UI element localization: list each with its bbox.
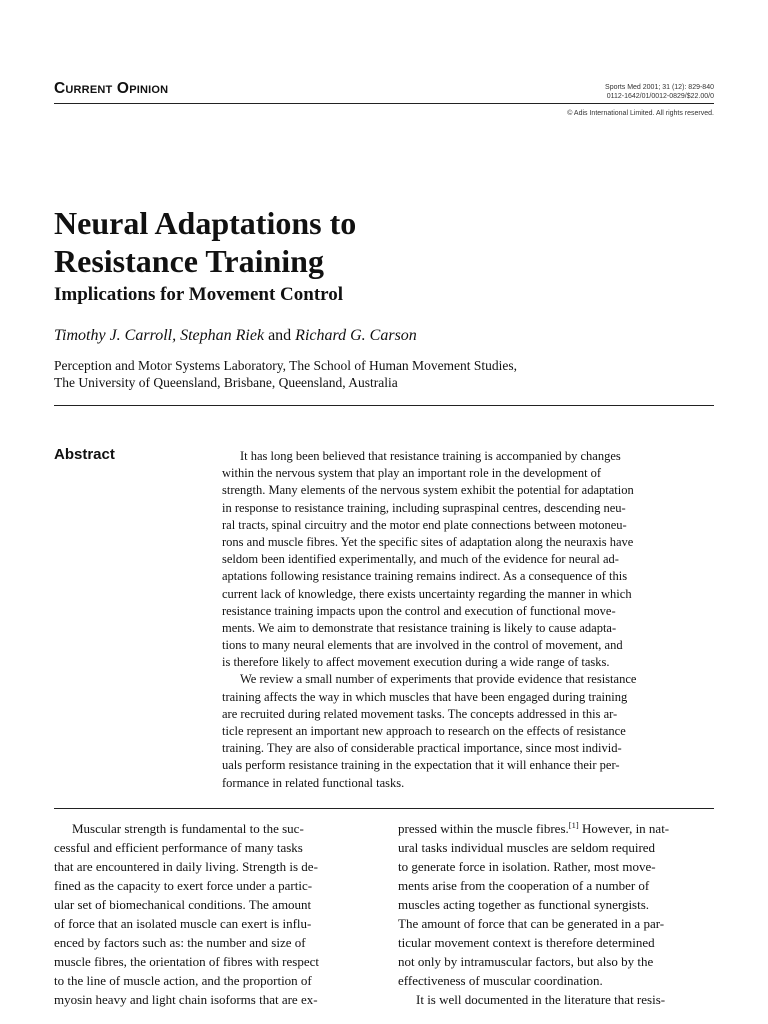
abstract-line: We review a small number of experiments that provide evidence that resistance [240, 672, 637, 687]
abstract-line: training. They are also of considerable practical importance, since most individ- [222, 741, 622, 756]
body-line: myosin heavy and light chain isoforms that are ex- [54, 992, 318, 1007]
body-line: to the line of muscle action, and the proportion of [54, 973, 312, 988]
body-line: It is well documented in the literature that resis- [416, 992, 666, 1007]
journal-citation [494, 83, 714, 101]
affiliation-line: The University of Queensland, Brisbane, Queensland, Australia [54, 375, 398, 390]
citation-reference[interactable]: [1] [568, 820, 579, 830]
abstract-line: within the nervous system that play an important role in the development of [222, 466, 602, 481]
title-line: Resistance Training [54, 243, 324, 279]
copyright-notice: © Adis International Limited. All rights reserved. [567, 110, 714, 117]
body-text: However, in nat- [578, 821, 670, 836]
body-line: enced by factors such as: the number and size of [54, 935, 306, 950]
citation-line: 0112-1642/01/0012-0829/$22.00/0 [606, 93, 714, 100]
body-line: not only by intramuscular factors, but also by the [398, 954, 654, 969]
article-title [54, 204, 694, 280]
abstract-line: current lack of knowledge, there exists uncertainty regarding the manner in which [222, 586, 632, 601]
abstract-line: uals perform resistance training in the expectation that it will enhance their per- [222, 758, 620, 773]
body-line: ments arise from the cooperation of a number of [398, 878, 650, 893]
body-line: fined as the capacity to exert force under a partic- [54, 878, 313, 893]
body-line: cessful and efficient performance of many tasks [54, 840, 303, 855]
header-rule [54, 103, 714, 104]
abstract-line: seldom been identified experimentally, and much of the evidence for neural ad- [222, 552, 619, 567]
section-rule [54, 405, 714, 406]
author-list [54, 327, 417, 345]
body-line: of force that an isolated muscle can exert is influ- [54, 916, 312, 931]
author-names: Timothy J. Carroll, Stephan Riek [54, 327, 265, 344]
affiliation-line: Perception and Motor Systems Laboratory, The School of Human Movement Studies, [54, 358, 518, 373]
body-line: ticular movement context is therefore determined [398, 935, 655, 950]
abstract-line: It has long been believed that resistance training is accompanied by changes [240, 449, 621, 463]
body-rule [54, 808, 714, 809]
section-label: Current Opinion [54, 80, 169, 97]
author-name: Richard G. Carson [295, 327, 417, 344]
abstract-line: ticle represent an important new approach to research on the effects of resistance [222, 724, 626, 738]
body-line: to generate force in isolation. Rather, most move- [398, 859, 656, 874]
author-affiliation [54, 357, 517, 391]
body-line: ural tasks individual muscles are seldom required [398, 840, 656, 855]
abstract-line: training affects the way in which muscles that have been engaged during training [222, 689, 628, 704]
citation-line: Sports Med 2001; 31 (12): 829-840 [605, 84, 714, 91]
abstract-heading: Abstract [54, 446, 115, 463]
abstract-line: are recruited during related movement tasks. The concepts addressed in this ar- [222, 706, 618, 721]
body-line [398, 819, 714, 838]
abstract-line: strength. Many elements of the nervous system exhibit the potential for adaptation [222, 483, 634, 498]
abstract-line: is therefore likely to affect movement execution during a wide range of tasks. [222, 655, 610, 670]
abstract-text [222, 448, 696, 792]
body-column-right [398, 819, 714, 1009]
article-subtitle: Implications for Movement Control [54, 284, 344, 305]
abstract-line: formance in related functional tasks. [222, 775, 405, 790]
body-line: muscle fibres, the orientation of fibres with respect [54, 954, 319, 969]
abstract-line: resistance training impacts upon the control and execution of functional move- [222, 603, 616, 618]
abstract-line: tions to many neural elements that are involved in the control of movement, and [222, 638, 623, 653]
abstract-line: aptations following resistance training remains indirect. As a consequence of this [222, 569, 628, 584]
body-text: pressed within the muscle fibres. [398, 821, 569, 836]
abstract-line: in response to resistance training, including supraspinal centres, descending neu- [222, 500, 626, 515]
body-line: The amount of force that can be generated in a par- [398, 916, 665, 931]
abstract-line: rons and muscle fibres. Yet the specific sites of adaptation along the neuraxis have [222, 534, 634, 549]
body-line: Muscular strength is fundamental to the suc- [72, 821, 304, 836]
body-line: ular set of biomechanical conditions. The amount [54, 897, 312, 912]
body-line: effectiveness of muscular coordination. [398, 973, 603, 988]
body-column-left [54, 819, 370, 1009]
abstract-line: ments. We aim to demonstrate that resistance training is likely to cause adapta- [222, 620, 617, 635]
title-line: Neural Adaptations to [54, 205, 357, 241]
author-connector: and [264, 327, 296, 344]
body-line: that are encountered in daily living. Strength is de- [54, 859, 318, 874]
body-line: muscles acting together as functional synergists. [398, 897, 650, 912]
abstract-line: ral tracts, spinal circuitry and the motor end plate connections between motoneu- [222, 517, 627, 532]
